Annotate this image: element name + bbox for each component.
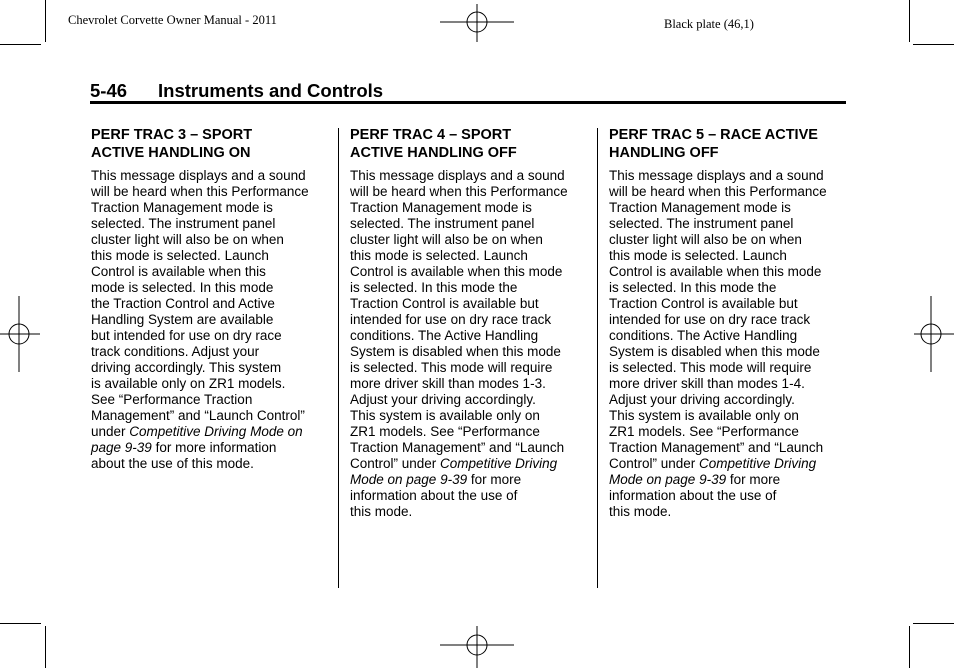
column-divider — [597, 128, 598, 588]
registration-mark-left — [0, 296, 42, 372]
body-line: intended for use on dry race track — [350, 312, 552, 327]
body-line: System is disabled when this mode — [350, 344, 561, 359]
page-number: 5-46 — [90, 80, 128, 101]
body-line: cluster light will also be on when — [91, 232, 284, 247]
column-heading: PERF TRAC 5 – RACE ACTIVE HANDLING OFF — [609, 127, 818, 161]
body-line: but intended for use on dry race — [91, 328, 282, 343]
plate-label: Black plate (46,1) — [664, 17, 754, 31]
body-line: for more — [467, 472, 522, 487]
body-line: will be heard when this Performance — [350, 184, 568, 199]
body-line: this mode is selected. Launch — [91, 248, 269, 263]
body-line: selected. The instrument panel — [91, 216, 276, 231]
cross-reference-link: Mode on page 9-39 — [350, 472, 468, 487]
crop-mark — [913, 623, 954, 624]
body-line: under — [91, 424, 130, 439]
body-line: for more information — [151, 440, 277, 455]
body-line: cluster light will also be on when — [609, 232, 802, 247]
body-line: is available only on ZR1 models. — [91, 376, 286, 391]
body-line: mode is selected. In this mode — [91, 280, 274, 295]
body-line: this mode is selected. Launch — [609, 248, 787, 263]
column-body — [609, 168, 849, 520]
body-line: This message displays and a sound — [91, 168, 306, 183]
body-line: Control is available when this mode — [609, 264, 822, 279]
body-line: about the use of this mode. — [91, 456, 254, 471]
body-line: Traction Management” and “Launch — [609, 440, 824, 455]
body-line: Management” and “Launch Control” — [91, 408, 305, 423]
header-rule — [90, 101, 846, 104]
body-line: more driver skill than modes 1-3. — [350, 376, 546, 391]
body-line: is selected. This mode will require — [609, 360, 812, 375]
cross-reference-link: page 9-39 — [91, 440, 152, 455]
body-line: driving accordingly. This system — [91, 360, 282, 375]
body-line: more driver skill than modes 1-4. — [609, 376, 805, 391]
column-divider — [338, 128, 339, 588]
body-line: Control is available when this — [91, 264, 266, 279]
registration-mark-bottom — [440, 626, 516, 668]
body-line: is selected. This mode will require — [350, 360, 553, 375]
body-line: Traction Control is available but — [350, 296, 539, 311]
body-line: selected. The instrument panel — [609, 216, 794, 231]
body-line: ZR1 models. See “Performance — [350, 424, 540, 439]
body-line: intended for use on dry race track — [609, 312, 811, 327]
cross-reference-link: Competitive Driving — [440, 456, 558, 471]
crop-mark — [0, 44, 41, 45]
crop-mark — [45, 626, 46, 668]
body-line: Control” under — [609, 456, 700, 471]
body-line: is selected. In this mode the — [609, 280, 777, 295]
body-line: the Traction Control and Active — [91, 296, 275, 311]
body-line: is selected. In this mode the — [350, 280, 518, 295]
body-line: This message displays and a sound — [609, 168, 824, 183]
body-line: will be heard when this Performance — [91, 184, 309, 199]
column-perf-trac-4 — [350, 126, 590, 520]
body-line: Control” under — [350, 456, 441, 471]
section-header — [90, 80, 383, 102]
body-line: conditions. The Active Handling — [350, 328, 539, 343]
body-line: Traction Management mode is — [91, 200, 273, 215]
body-line: track conditions. Adjust your — [91, 344, 260, 359]
section-title: Instruments and Controls — [158, 80, 384, 101]
body-line: selected. The instrument panel — [350, 216, 535, 231]
body-line: Traction Management mode is — [609, 200, 791, 215]
column-body — [91, 168, 331, 472]
crop-mark — [909, 0, 910, 42]
manual-title: Chevrolet Corvette Owner Manual - 2011 — [68, 13, 277, 27]
body-line: this mode. — [609, 504, 672, 519]
body-line: Traction Control is available but — [609, 296, 798, 311]
crop-mark — [909, 626, 910, 668]
crop-mark — [45, 0, 46, 42]
body-line: System is disabled when this mode — [609, 344, 820, 359]
cross-reference-link: Competitive Driving Mode on — [129, 424, 303, 439]
body-line: Adjust your driving accordingly. — [609, 392, 795, 407]
body-line: this mode is selected. Launch — [350, 248, 528, 263]
column-heading: PERF TRAC 4 – SPORT ACTIVE HANDLING OFF — [350, 127, 517, 161]
crop-mark — [0, 623, 41, 624]
body-line: Control is available when this mode — [350, 264, 563, 279]
crop-mark — [913, 44, 954, 45]
column-perf-trac-5 — [609, 126, 849, 520]
registration-mark-right — [912, 296, 954, 372]
column-perf-trac-3 — [91, 126, 331, 472]
cross-reference-link: Competitive Driving — [699, 456, 817, 471]
body-line: This system is available only on — [350, 408, 540, 423]
body-line: Handling System are available — [91, 312, 274, 327]
column-heading: PERF TRAC 3 – SPORT ACTIVE HANDLING ON — [91, 127, 253, 161]
body-line: information about the use of — [609, 488, 777, 503]
body-line: conditions. The Active Handling — [609, 328, 798, 343]
body-line: will be heard when this Performance — [609, 184, 827, 199]
body-line: This message displays and a sound — [350, 168, 565, 183]
body-line: Traction Management mode is — [350, 200, 532, 215]
registration-mark-top — [440, 4, 516, 44]
body-line: information about the use of — [350, 488, 518, 503]
body-line: See “Performance Traction — [91, 392, 253, 407]
body-line: ZR1 models. See “Performance — [609, 424, 799, 439]
body-line: Traction Management” and “Launch — [350, 440, 565, 455]
cross-reference-link: Mode on page 9-39 — [609, 472, 727, 487]
body-line: this mode. — [350, 504, 413, 519]
body-line: This system is available only on — [609, 408, 799, 423]
body-line: Adjust your driving accordingly. — [350, 392, 536, 407]
body-line: cluster light will also be on when — [350, 232, 543, 247]
column-body — [350, 168, 590, 520]
body-line: for more — [726, 472, 781, 487]
